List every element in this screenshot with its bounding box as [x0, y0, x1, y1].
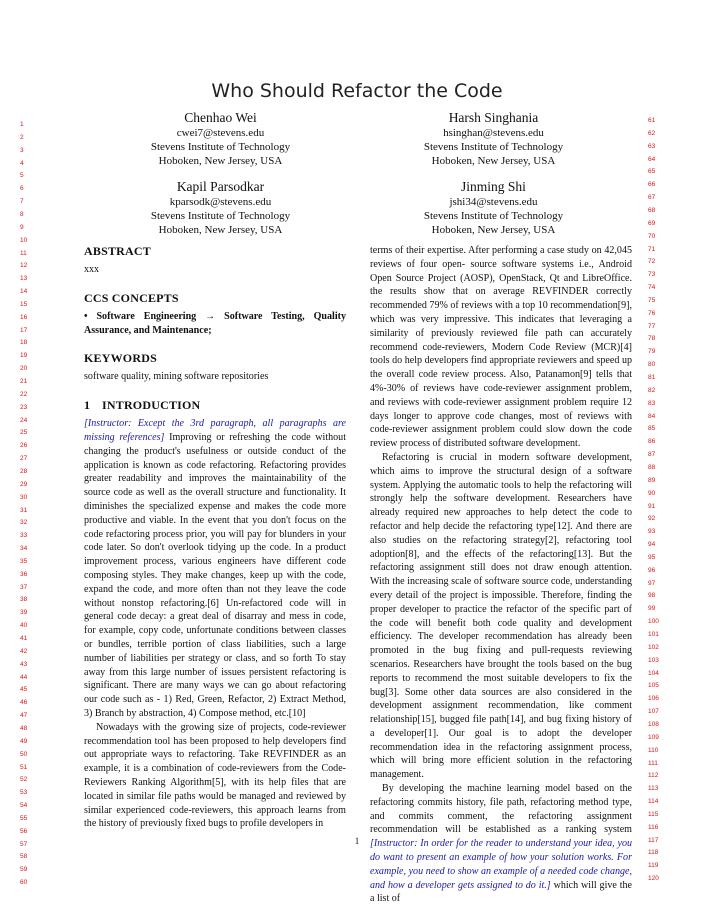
- line-number: 85: [648, 425, 656, 433]
- line-number: 7: [20, 198, 24, 206]
- line-number: 73: [648, 271, 656, 279]
- line-number: 34: [20, 545, 28, 553]
- abstract-heading: ABSTRACT: [84, 244, 151, 258]
- line-number: 97: [648, 579, 656, 587]
- line-number: 37: [20, 583, 28, 591]
- line-number: 22: [20, 390, 28, 398]
- line-number: 118: [648, 849, 659, 857]
- line-number: 2: [20, 133, 24, 141]
- line-number: 68: [648, 206, 656, 214]
- intro-paragraph-3: Refactoring is crucial in modern software development, which aims to improve the structural design of a software system. Applying the automatic tools to help the refactoring will strongly help the software development. Researchers have already required new approaches to help detect the code to refactor and help decide the refactoring type[12]. And there are also studies on the refactoring strategy[2], refactoring tool adoption[8], and the effects of the refactoring[13]. But the refactoring assignment still does not draw enough attention. With the increasing scale of software source code, understanding every detail of the project is impossible. Therefore, finding the proper developer to practice the refactor of the specific part of the code will benefit both code quality and development efficiency. The developer recommendation has already been promoted in the bug fixing and pull-requests reviewing scenarios. Researchers have brought the tools based on the bug reports to recommend the most suitable developers to fix the bug[3]. Some other data sources are also considered in the development assignment recommendation, like comment relationship[15], bugged file path[14], and bug fixing history of a developer[1]. Our goal is to adopt the developer recommendation idea in the refactoring assignment process, which will bring more efficient solution in the refactoring management.: [370, 451, 632, 781]
- line-number: 43: [20, 660, 28, 668]
- line-number: 105: [648, 682, 659, 690]
- author-email: kparsodk@stevens.edu: [169, 196, 272, 208]
- ccs-text: • Software Engineering → Software Testing, Quality Assurance, and Maintenance;: [84, 310, 346, 336]
- line-number: 51: [20, 763, 28, 771]
- line-number: 45: [20, 686, 28, 694]
- ccs-heading: CCS CONCEPTS: [84, 290, 179, 305]
- line-number: 46: [20, 699, 28, 707]
- line-number: 120: [648, 875, 659, 883]
- line-number: 17: [20, 326, 28, 334]
- page-number: 1: [354, 836, 360, 846]
- line-number: 86: [648, 438, 656, 446]
- line-number: 40: [20, 622, 28, 630]
- line-number: 117: [648, 836, 659, 844]
- line-number: 83: [648, 399, 656, 407]
- author-grid: [84, 109, 630, 237]
- line-number: 101: [648, 631, 659, 638]
- line-number: 3: [20, 146, 24, 154]
- line-number: 95: [648, 553, 656, 561]
- introduction-heading: [84, 398, 346, 413]
- line-number: 29: [20, 480, 28, 488]
- line-number: 15: [20, 300, 28, 308]
- author-block: [84, 109, 357, 168]
- line-number: 58: [20, 853, 28, 861]
- line-number: 1: [20, 121, 24, 128]
- line-number: 38: [20, 596, 28, 604]
- line-number: 77: [648, 322, 656, 330]
- author-email: hsinghan@stevens.edu: [443, 127, 544, 139]
- author-block: [357, 109, 630, 168]
- paper-title: Who Should Refactor the Code: [211, 80, 503, 102]
- line-number: 26: [20, 442, 28, 450]
- line-number: 79: [648, 348, 656, 356]
- line-number: 6: [20, 185, 24, 193]
- line-number: 49: [20, 737, 28, 745]
- line-number: 55: [20, 814, 28, 822]
- line-number: 14: [20, 288, 28, 296]
- line-number: 20: [20, 365, 28, 373]
- line-number: 74: [648, 284, 656, 292]
- keywords-section: [84, 351, 346, 384]
- line-number: 31: [20, 506, 28, 514]
- line-number: 115: [648, 810, 659, 818]
- line-number: 99: [648, 605, 656, 613]
- line-number: 89: [648, 476, 656, 484]
- line-number: 59: [20, 866, 28, 874]
- author-location: Hoboken, New Jersey, USA: [158, 155, 283, 167]
- line-number: 5: [20, 172, 24, 180]
- author-email: jshi34@stevens.edu: [449, 196, 538, 208]
- line-number: 63: [648, 142, 656, 150]
- author-name: Kapil Parsodkar: [176, 179, 265, 194]
- line-number: 107: [648, 708, 659, 716]
- line-number: 76: [648, 309, 656, 317]
- author-block: [84, 178, 357, 237]
- author-email: cwei7@stevens.edu: [176, 127, 265, 139]
- line-number: 50: [20, 750, 28, 758]
- line-number: 82: [648, 386, 656, 394]
- line-number: 69: [648, 219, 656, 227]
- section-title: INTRODUCTION: [102, 398, 201, 413]
- line-number: 44: [20, 673, 28, 681]
- intro-paragraph-1: [84, 417, 346, 721]
- author-affiliation: Stevens Institute of Technology: [150, 210, 291, 222]
- line-number: 39: [20, 609, 28, 617]
- author-location: Hoboken, New Jersey, USA: [431, 155, 556, 167]
- line-number: 30: [20, 493, 28, 501]
- line-number: 87: [648, 451, 656, 459]
- intro-paragraph-2-continued: terms of their expertise. After performing a case study on 42,045 reviews of four open- source software systems i.e., Android Open Source Project (AOSP), OpenStack, Qt and LibreOffice. the results show that on average REVFINDER correctly recommended 79% of reviews with a top 10 recommendation[9], which was very impressive. This indicates that leveraging a similarity of previously reviewed file path can accurately recommend code-reviewers, Modern Code Review (MCR)[4] tools do help developers find appropriate reviewers and speed up the overall code review process. Also, Patanamon[9] tells that 4%-30% of reviews have code-reviewer assignment problem, and reviews with code-reviewer assignment problem require 12 days longer to approve code changes, most of reviews with code-reviewer assignment problem could slow down the code review process of distributed software development.: [370, 245, 632, 450]
- line-number: 24: [20, 416, 28, 424]
- line-number: 36: [20, 570, 28, 578]
- author-location: Hoboken, New Jersey, USA: [158, 224, 283, 236]
- line-number: 100: [648, 618, 659, 626]
- line-number: 21: [20, 378, 28, 385]
- author-location: Hoboken, New Jersey, USA: [431, 224, 556, 236]
- line-number: 103: [648, 656, 659, 664]
- line-number: 67: [648, 194, 656, 202]
- line-number: 56: [20, 827, 28, 835]
- abstract-section: [84, 244, 346, 277]
- line-number: 90: [648, 489, 656, 497]
- author-affiliation: Stevens Institute of Technology: [150, 141, 291, 153]
- author-affiliation: Stevens Institute of Technology: [423, 141, 564, 153]
- line-number: 25: [20, 429, 28, 437]
- line-number: 112: [648, 772, 659, 780]
- line-number: 78: [648, 335, 656, 343]
- author-block: [357, 178, 630, 237]
- introduction-section: [84, 398, 346, 831]
- line-number: 42: [20, 647, 28, 655]
- line-number: 94: [648, 541, 656, 549]
- line-number: 104: [648, 669, 659, 677]
- line-number: 28: [20, 467, 28, 475]
- keywords-text: software quality, mining software repositories: [84, 371, 269, 383]
- instructor-note: [Instructor: In order for the reader to understand your idea, you do want to present an example of how your solution works. For example, you need to show an example of a needed code change, and how a developer gets assigned to do it.]: [370, 838, 632, 891]
- paragraph-text: which will give the a list of: [370, 879, 632, 905]
- line-number: 32: [20, 519, 28, 527]
- line-number: 70: [648, 232, 656, 240]
- author-name: Harsh Singhania: [448, 110, 539, 125]
- line-number: 53: [20, 789, 28, 797]
- line-number: 4: [20, 159, 24, 167]
- section-number: 1: [84, 398, 91, 413]
- right-column: [370, 244, 632, 906]
- line-number: 91: [648, 502, 656, 510]
- paragraph-text: By developing the machine learning model based on the refactoring commits history, file path, refactoring method type, and commits comment, the refactoring assignment recommendation will be established as a ranking system: [370, 783, 632, 836]
- line-number: 8: [20, 210, 24, 218]
- left-column: [84, 244, 346, 831]
- paragraph-text: Improving or refreshing the code without changing the product's usefulness or outside conduct of the application is known as code refactoring. Refactoring provides greater readability and improves the maintainability of the source code as well as the overall structure and functionality. It diminishes the specialized expense and makes the code more productive and viable. In the event that you don't focus on the code refactoring process prior, you will pay for blunders in your code later. So don't overlook tidying up the code. In a product improvement process, various engineers have different code composing styles. They make changes, keep up with the code, expand the code, and more often than not they leave the code without nonstop refactoring.[6] Un-refactored code will in general code decay: a great deal of disarray and mess in code, for example, copy code, unfortunate conditions between classes or bundles, terrible portion of class liabilities, such a large number of liabilities per strategy or class, and so forth To stay away from this large number of issues persistent refactoring is significant. There are many ways we can go about refactoring our code such as - 1) Red, Green, Refactor, 2) Extract Method, 3) Branch by abstraction, 4) Compose method, etc.[10]: [84, 431, 347, 719]
- line-number: 108: [648, 720, 659, 728]
- author-name: Jinming Shi: [461, 179, 526, 194]
- abstract-text: xxx: [84, 264, 100, 275]
- author-affiliation: Stevens Institute of Technology: [423, 210, 564, 222]
- line-number: 41: [20, 635, 28, 642]
- line-number: 98: [648, 592, 656, 600]
- line-number: 81: [648, 374, 656, 381]
- line-number: 33: [20, 532, 28, 540]
- line-number: 52: [20, 776, 28, 784]
- line-number: 35: [20, 557, 28, 565]
- line-number: 116: [648, 823, 659, 831]
- line-number: 16: [20, 313, 28, 321]
- line-number: 110: [648, 746, 659, 754]
- ccs-section: [84, 291, 346, 338]
- line-number: 57: [20, 840, 28, 848]
- line-number: 72: [648, 258, 656, 266]
- keywords-heading: KEYWORDS: [84, 351, 157, 366]
- line-number: 60: [20, 879, 28, 887]
- line-number: 9: [20, 223, 24, 231]
- line-number: 88: [648, 463, 656, 471]
- line-number: 84: [648, 412, 656, 420]
- line-number: 47: [20, 712, 28, 720]
- line-number: 113: [648, 785, 659, 793]
- author-name: Chenhao Wei: [184, 110, 257, 125]
- line-number: 102: [648, 643, 659, 651]
- line-number: 114: [648, 798, 659, 806]
- line-number: 80: [648, 361, 656, 369]
- line-number: 109: [648, 733, 659, 741]
- line-number: 27: [20, 455, 28, 463]
- instructor-note: [Instructor: Except the 3rd paragraph, all paragraphs are missing references]: [84, 418, 346, 443]
- line-number: 10: [20, 236, 28, 244]
- line-number: 18: [20, 339, 28, 347]
- line-number: 93: [648, 528, 656, 536]
- line-number: 13: [20, 275, 28, 283]
- line-number: 19: [20, 352, 28, 360]
- line-number: 71: [648, 245, 656, 253]
- line-number: 75: [648, 296, 656, 304]
- intro-paragraph-2: Nowadays with the growing size of projects, code-reviewer recommendation tool has been proposed to help developers find out appropriate ways to refactoring. Take REVFINDER as an example, it is a combination of code-reviewers from the Code-Reviewers Ranking Algorithm[5], with its help files that are located in similar file paths would be managed and reviewed by similar experienced code-reviewers, this approach learns from the history of previously fixed bugs to profile developers in: [84, 721, 346, 830]
- line-number: 111: [648, 759, 658, 767]
- line-number: 11: [20, 249, 27, 257]
- line-number: 48: [20, 724, 28, 732]
- line-number: 54: [20, 802, 28, 810]
- line-number: 65: [648, 168, 656, 176]
- line-number: 66: [648, 181, 656, 189]
- line-number: 62: [648, 129, 656, 137]
- line-number: 61: [648, 117, 656, 124]
- line-number: 106: [648, 695, 659, 703]
- line-number: 92: [648, 515, 656, 523]
- line-number: 119: [648, 862, 659, 870]
- line-number: 64: [648, 155, 656, 163]
- line-number: 12: [20, 262, 28, 270]
- line-number: 96: [648, 566, 656, 574]
- line-number: 23: [20, 403, 28, 411]
